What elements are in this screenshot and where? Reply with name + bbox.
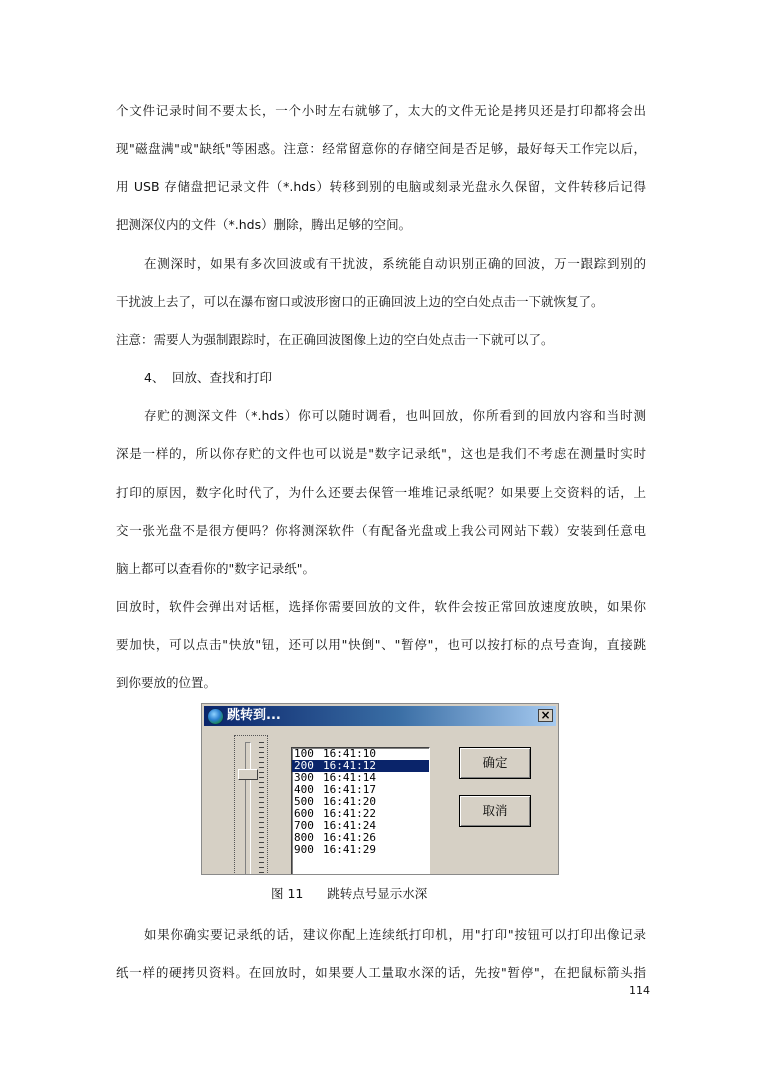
figure-caption-text: 跳转点号显示水深 (327, 886, 428, 901)
point-time: 16:41:26 (323, 831, 376, 844)
point-number: 100 (294, 747, 314, 760)
section-number: 4、 (144, 370, 165, 385)
figure-caption (271, 886, 427, 902)
figure-label: 图 11 (271, 886, 304, 901)
text-line: 打印的原因，数字化时代了，为什么还要去保管一堆堆记录纸呢？如果要上交资料的话，上 (116, 485, 646, 500)
section-heading (144, 370, 444, 386)
point-list[interactable] (291, 747, 430, 875)
text-line: 交一张光盘不是很方便吗？你将测深软件（有配备光盘或上我公司网站下载）安装到任意电 (116, 523, 646, 538)
section-title: 回放、查找和打印 (172, 370, 273, 385)
point-time: 16:41:20 (323, 795, 376, 808)
dialog-title: 跳转到... (227, 708, 281, 723)
text-line: 到你要放的位置。 (116, 675, 217, 690)
text-line: 用 USB 存储盘把记录文件（*.hds）转移到别的电脑或刻录光盘永久保留，文件转移后记得 (116, 179, 646, 194)
point-number: 600 (294, 807, 314, 820)
slider-thumb[interactable] (238, 769, 258, 780)
text-line: 回放时，软件会弹出对话框，选择你需要回放的文件，软件会按正常回放速度放映，如果你 (116, 599, 646, 614)
point-slider[interactable] (234, 735, 268, 875)
point-number: 500 (294, 795, 314, 808)
cancel-button[interactable]: 取消 (459, 795, 531, 827)
point-time: 16:41:12 (323, 759, 376, 772)
text-line: 现"磁盘满"或"缺纸"等困惑。注意：经常留意你的存储空间是否足够，最好每天工作完以后， (116, 141, 646, 156)
text-line: 个文件记录时间不要太长，一个小时左右就够了，太大的文件无论是拷贝还是打印都将会出 (116, 103, 646, 118)
text-line: 干扰波上去了，可以在瀑布窗口或波形窗口的正确回波上边的空白处点击一下就恢复了。 (116, 294, 604, 309)
text-line: 如果你确实要记录纸的话，建议你配上连续纸打印机，用"打印"按钮可以打印出像记录 (144, 927, 646, 942)
text-line: 把测深仪内的文件（*.hds）删除，腾出足够的空间。 (116, 217, 412, 232)
point-number: 900 (294, 843, 314, 856)
text-line: 在测深时，如果有多次回波或有干扰波，系统能自动识别正确的回波，万一跟踪到别的 (144, 256, 646, 271)
point-time: 16:41:17 (323, 783, 376, 796)
list-item[interactable] (292, 844, 429, 856)
text-line: 脑上都可以查看你的"数字记录纸"。 (116, 561, 315, 576)
text-line: 深是一样的，所以你存贮的文件也可以说是"数字记录纸"，这也是我们不考虑在测量时实时 (116, 446, 646, 461)
globe-icon (207, 708, 224, 725)
ok-button[interactable]: 确定 (459, 747, 531, 779)
text-line: 要加快，可以点击"快放"钮，还可以用"快倒"、"暂停"，也可以按打标的点号查询，直接跳 (116, 637, 646, 652)
page-number: 114 (629, 984, 650, 997)
jump-to-dialog (201, 703, 559, 875)
point-time: 16:41:24 (323, 819, 376, 832)
text-line: 注意：需要人为强制跟踪时，在正确回波图像上边的空白处点击一下就可以了。 (116, 332, 554, 347)
point-number: 700 (294, 819, 314, 832)
point-time: 16:41:14 (323, 771, 376, 784)
text-line: 纸一样的硬拷贝资料。在回放时，如果要人工量取水深的话，先按"暂停"，在把鼠标箭头指 (116, 965, 646, 980)
slider-track (245, 742, 251, 875)
close-button[interactable]: × (538, 709, 553, 722)
point-time: 16:41:10 (323, 747, 376, 760)
point-number: 200 (294, 759, 314, 772)
point-number: 800 (294, 831, 314, 844)
text-line: 存贮的测深文件（*.hds）你可以随时调看，也叫回放，你所看到的回放内容和当时测 (144, 408, 646, 423)
point-time: 16:41:29 (323, 843, 376, 856)
point-time: 16:41:22 (323, 807, 376, 820)
point-number: 400 (294, 783, 314, 796)
point-number: 300 (294, 771, 314, 784)
slider-ticks (259, 742, 264, 875)
dialog-titlebar[interactable] (204, 706, 556, 726)
